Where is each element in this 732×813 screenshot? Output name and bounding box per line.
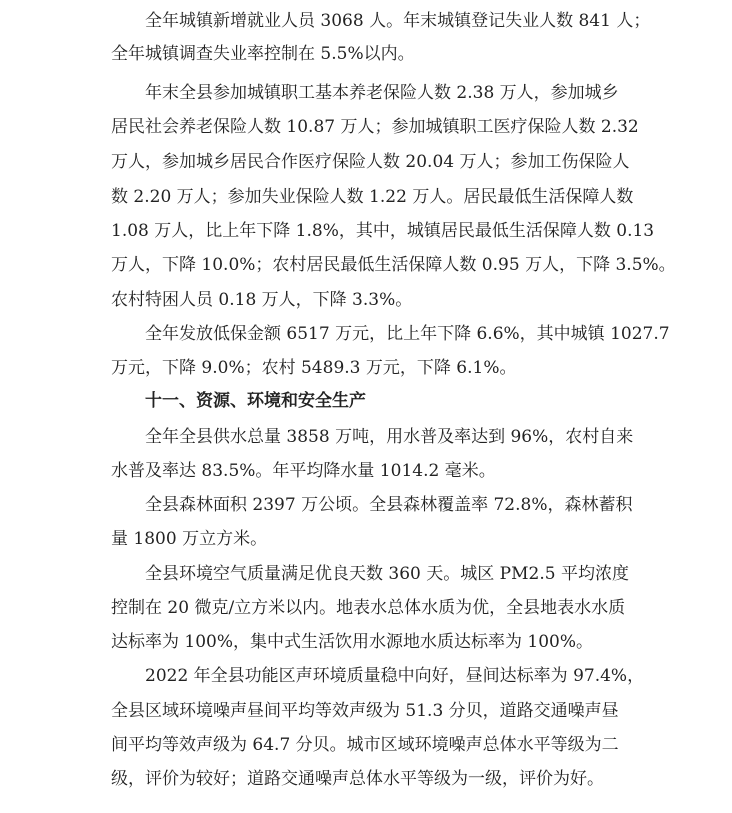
para-insurance-line-6: 万人，下降 10.0%；农村居民最低生活保障人数 0.95 万人，下降 3.5%。 — [111, 255, 676, 275]
para-water-line-1: 全年全县供水总量 3858 万吨，用水普及率达到 96%，农村自来 — [145, 427, 634, 447]
para-employment-line-2: 全年城镇调查失业率控制在 5.5%以内。 — [111, 44, 415, 64]
para-air-line-1: 全县环境空气质量满足优良天数 360 天。城区 PM2.5 平均浓度 — [145, 564, 629, 584]
section-heading: 十一、资源、环境和安全生产 — [145, 391, 366, 411]
para-forest-line-1: 全县森林面积 2397 万公顷。全县森林覆盖率 72.8%，森林蓄积 — [145, 495, 633, 515]
para-insurance-line-7: 农村特困人员 0.18 万人，下降 3.3%。 — [111, 290, 413, 310]
para-forest-line-2: 量 1800 万立方米。 — [111, 529, 268, 549]
para-insurance-line-4: 数 2.20 万人；参加失业保险人数 1.22 万人。居民最低生活保障人数 — [111, 187, 634, 207]
para-noise-line-1: 2022 年全县功能区声环境质量稳中向好，昼间达标率为 97.4%， — [145, 666, 645, 686]
para-insurance-line-5: 1.08 万人，比上年下降 1.8%，其中，城镇居民最低生活保障人数 0.13 — [111, 221, 655, 241]
para-subsidy-line-1: 全年发放低保金额 6517 万元，比上年下降 6.6%，其中城镇 1027.7 — [145, 324, 670, 344]
para-subsidy-line-2: 万元，下降 9.0%；农村 5489.3 万元，下降 6.1%。 — [111, 358, 517, 378]
para-water-line-2: 水普及率达 83.5%。年平均降水量 1014.2 毫米。 — [111, 461, 496, 481]
para-insurance-line-2: 居民社会养老保险人数 10.87 万人；参加城镇职工医疗保险人数 2.32 — [111, 117, 639, 137]
para-air-line-2: 控制在 20 微克/立方米以内。地表水总体水质为优，全县地表水水质 — [111, 598, 626, 618]
para-employment-line-1: 全年城镇新增就业人员 3068 人。年末城镇登记失业人数 841 人； — [145, 11, 651, 31]
para-insurance-line-1: 年末全县参加城镇职工基本养老保险人数 2.38 万人，参加城乡 — [145, 83, 619, 103]
para-noise-line-2: 全县区域环境噪声昼间平均等效声级为 51.3 分贝，道路交通噪声昼 — [111, 701, 619, 721]
para-insurance-line-3: 万人，参加城乡居民合作医疗保险人数 20.04 万人；参加工伤保险人 — [111, 152, 630, 172]
para-air-line-3: 达标率为 100%，集中式生活饮用水源地水质达标率为 100%。 — [111, 632, 594, 652]
para-noise-line-4: 级，评价为较好；道路交通噪声总体水平等级为一级，评价为好。 — [111, 769, 604, 789]
para-noise-line-3: 间平均等效声级为 64.7 分贝。城市区域环境噪声总体水平等级为二 — [111, 735, 619, 755]
